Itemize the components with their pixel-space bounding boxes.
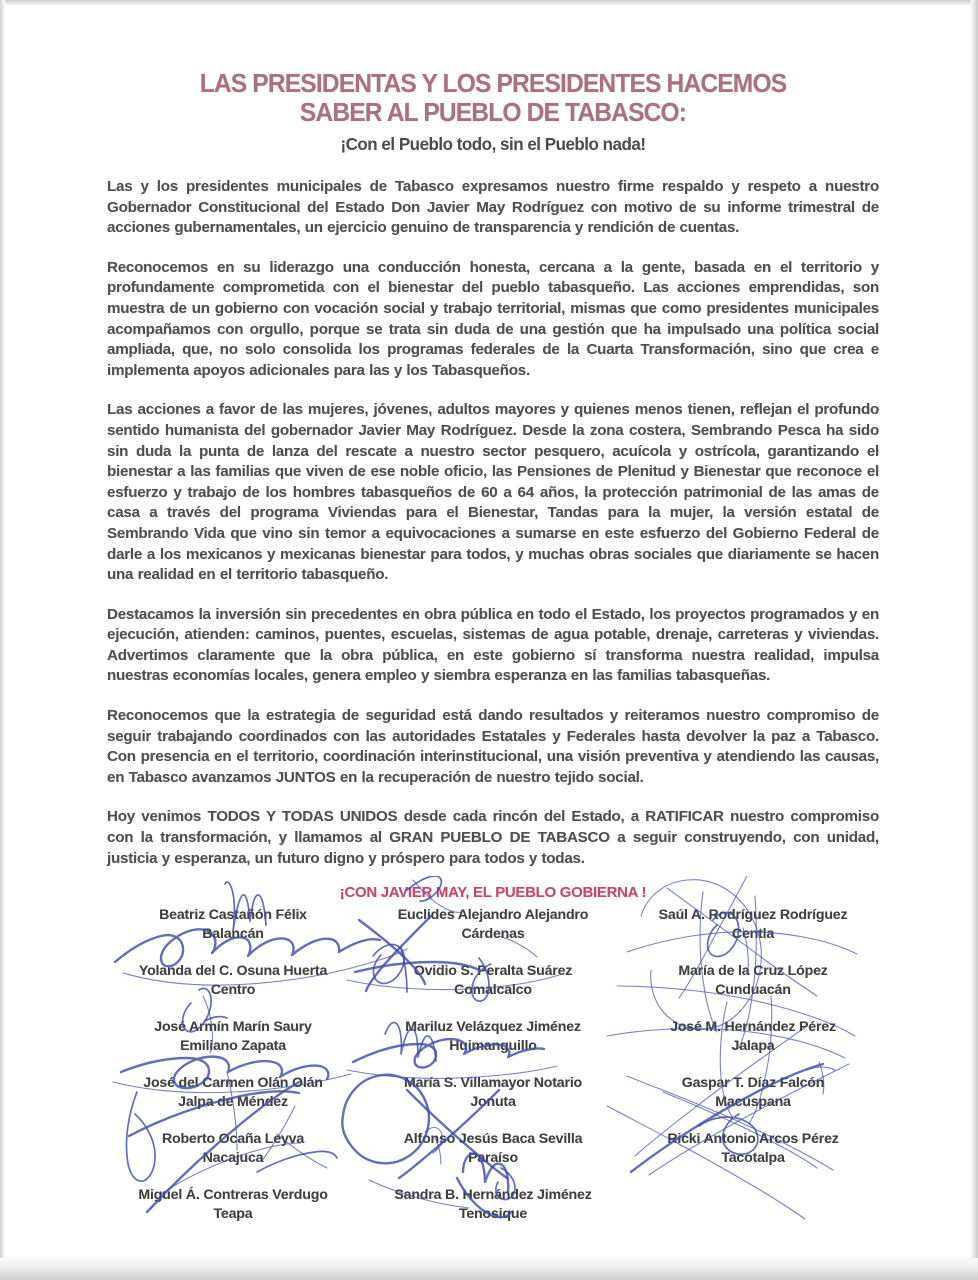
signatory-name: José del Carmen Olán Olán	[143, 1075, 323, 1091]
signatory-name: María S. Villamayor Notario	[403, 1075, 583, 1091]
page-edge-top	[0, 0, 978, 5]
signature-entry	[367, 1130, 619, 1168]
signature-entry	[367, 962, 619, 1000]
signatory-name: Roberto Ocaña Leyva	[161, 1131, 305, 1147]
signatory-name: Yolanda del C. Osuna Huerta	[138, 963, 328, 979]
signatory-name: Gaspar T. Díaz Falcón	[681, 1075, 825, 1091]
signature-block	[107, 906, 879, 1236]
page-edge-left	[0, 0, 5, 1280]
signatory-name: Mariluz Velázquez Jiménez	[405, 1019, 581, 1035]
signatory-municipality: Huimanguillo	[449, 1038, 537, 1054]
signatory-municipality: Emiliano Zapata	[180, 1038, 286, 1054]
paragraph-6: Hoy venimos TODOS Y TODAS UNIDOS desde cada rincón del Estado, a RATIFICAR nuestro compromiso con la transformación, y llamamos al GRAN PUEBLO DE TABASCO a seguir construyendo, con unidad, justicia y esperanza, un futuro digno y próspero para todos y todas.	[107, 808, 879, 867]
signature-entry	[107, 906, 359, 944]
signature-entry	[367, 906, 619, 944]
signatory-municipality: Centro	[210, 982, 256, 998]
signatory-municipality: Comalcalco	[454, 982, 532, 998]
signatory-municipality: Jonuta	[470, 1094, 516, 1110]
signatory-municipality: Tenosique	[458, 1206, 528, 1222]
signatory-municipality: Macuspana	[715, 1094, 791, 1110]
signatory-municipality: Teapa	[213, 1206, 253, 1222]
signature-entry	[367, 1074, 619, 1112]
signatory-name: Ovidio S. Peralta Suárez	[413, 963, 573, 979]
signature-entry	[107, 1186, 359, 1224]
signature-column-2	[367, 906, 619, 1224]
paragraph-3: Las acciones a favor de las mujeres, jóvenes, adultos mayores y quienes menos tienen, reflejan el profundo sentido humanista del gobernador Javier May Rodríguez. Desde la zona costera, Sembrando Pesca ha sido sin duda la punta de lanza del rescate a nuestro sector pesquero, acuícola y ostrícola, garantizando el bienestar a las familias que viven de ese noble oficio, las Pensiones de Plenitud y Bienestar que reconoce el esfuerzo y trabajo de los hombres tabasqueños de 60 a 64 años, la protección patrimonial de las amas de casa a través del programa Viviendas para el Bienestar, Tandas para la mujer, la versión estatal de Sembrando Vida que vino sin temor a equivocaciones a sumarse en este esfuerzo del Gobierno Federal de darle a los mexicanos y mexicanas bienestar para todos, y muchas obras sociales que diariamente se hacen una realidad en el territorio tabasqueño.	[107, 401, 879, 584]
signature-entry	[627, 906, 879, 944]
page-edge-bottom	[0, 1258, 978, 1280]
signature-entry	[107, 1130, 359, 1168]
page-edge-right	[971, 0, 978, 1280]
signature-entry	[107, 1074, 359, 1112]
document-subtitle: ¡Con el Pueblo todo, sin el Pueblo nada!	[340, 134, 646, 154]
signatory-municipality: Tacotalpa	[721, 1150, 785, 1166]
signatory-name: Alfonso Jesús Baca Sevilla	[403, 1131, 583, 1147]
signature-entry	[367, 1186, 619, 1224]
document-title	[121, 70, 866, 128]
signature-column-3	[627, 906, 879, 1224]
closing-slogan: ¡CON JAVIER MAY, EL PUEBLO GOBIERNA !	[339, 884, 647, 902]
signatory-municipality: Paraíso	[468, 1150, 518, 1166]
paragraph-5: Reconocemos que la estrategia de seguridad está dando resultados y reiteramos nuestro compromiso de seguir trabajando coordinados con las autoridades Estatales y Federales hasta devolver la paz a Tabasco. Con presencia en el territorio, coordinación interinstitucional, una visión preventiva y atendiendo las causas, en Tabasco avanzamos JUNTOS en la recuperación de nuestro tejido social.	[107, 707, 879, 786]
signatory-name: Euclides Alejandro Alejandro	[397, 907, 589, 923]
paragraph-2: Reconocemos en su liderazgo una conducción honesta, cercana a la gente, basada en el territorio y profundamente comprometida con el bienestar del pueblo tabasqueño. Las acciones emprendidas, son muestra de un gobierno con vocación social y trabajo territorial, mismas que como presidentes municipales acompañamos con orgullo, porque se trata sin duda de una gestión que ha impulsado una política social ampliada, que, no solo consolida los programas federales de la Cuarta Transformación, sino que crea e implementa apoyos adicionales para las y los Tabasqueños.	[107, 258, 879, 379]
signature-entry	[367, 1018, 619, 1056]
signatory-municipality: Balancán	[202, 926, 264, 942]
signatory-municipality: Jalpa de Méndez	[178, 1094, 288, 1110]
document-title-line-2: SABER AL PUEBLO DE TABASCO:	[299, 99, 687, 127]
signature-entry	[107, 1018, 359, 1056]
signatory-name: Saúl A. Rodríguez Rodríguez	[658, 907, 848, 923]
signatory-municipality: Centla	[731, 926, 775, 942]
signature-entry	[627, 962, 879, 1000]
signatory-name: Sandra B. Hernández Jiménez	[394, 1187, 592, 1203]
paragraph-4: Destacamos la inversión sin precedentes en obra pública en todo el Estado, los proyectos programados y en ejecución, atienden: caminos, puentes, escuelas, sistemas de agua potable, drenaje, carreteras y viviendas. Advertimos claramente que la obra pública, en este gobierno sí transforma nuestra realidad, impulsa nuestras economías locales, genera empleo y siembra esperanza en las familias tabasqueñas.	[107, 605, 879, 685]
signature-entry	[107, 962, 359, 1000]
signatory-municipality: Nacajuca	[202, 1150, 264, 1166]
signatory-name: José Armín Marín Saury	[154, 1019, 312, 1035]
paragraph-1: Las y los presidentes municipales de Tabasco expresamos nuestro firme respaldo y respeto a nuestro Gobernador Constitucional del Estado Don Javier May Rodríguez con motivo de su informe trimestral de acciones gubernamentales, un ejercicio genuino de transparencia y rendición de cuentas.	[107, 178, 879, 237]
signatory-name: Beatriz Castañón Félix	[159, 907, 307, 923]
signatory-municipality: Jalapa	[731, 1038, 775, 1054]
signature-entry	[627, 1130, 879, 1168]
signature-entry	[627, 1074, 879, 1112]
signature-column-1	[107, 906, 359, 1224]
body-copy	[107, 177, 879, 869]
signature-entry	[627, 1018, 879, 1056]
document-title-line-1: LAS PRESIDENTAS Y LOS PRESIDENTES HACEMOS	[199, 70, 787, 98]
signatory-name: Ricki Antonio Arcos Pérez	[667, 1131, 839, 1147]
signatory-name: Miguel Á. Contreras Verdugo	[138, 1187, 328, 1203]
signatory-name: José M. Hernández Pérez	[670, 1019, 836, 1035]
document-content	[107, 70, 879, 903]
signatory-municipality: Cárdenas	[461, 926, 525, 942]
signature-columns	[107, 906, 879, 1224]
signatory-municipality: Cunduacán	[715, 982, 791, 998]
signatory-name: María de la Cruz López	[678, 963, 828, 979]
